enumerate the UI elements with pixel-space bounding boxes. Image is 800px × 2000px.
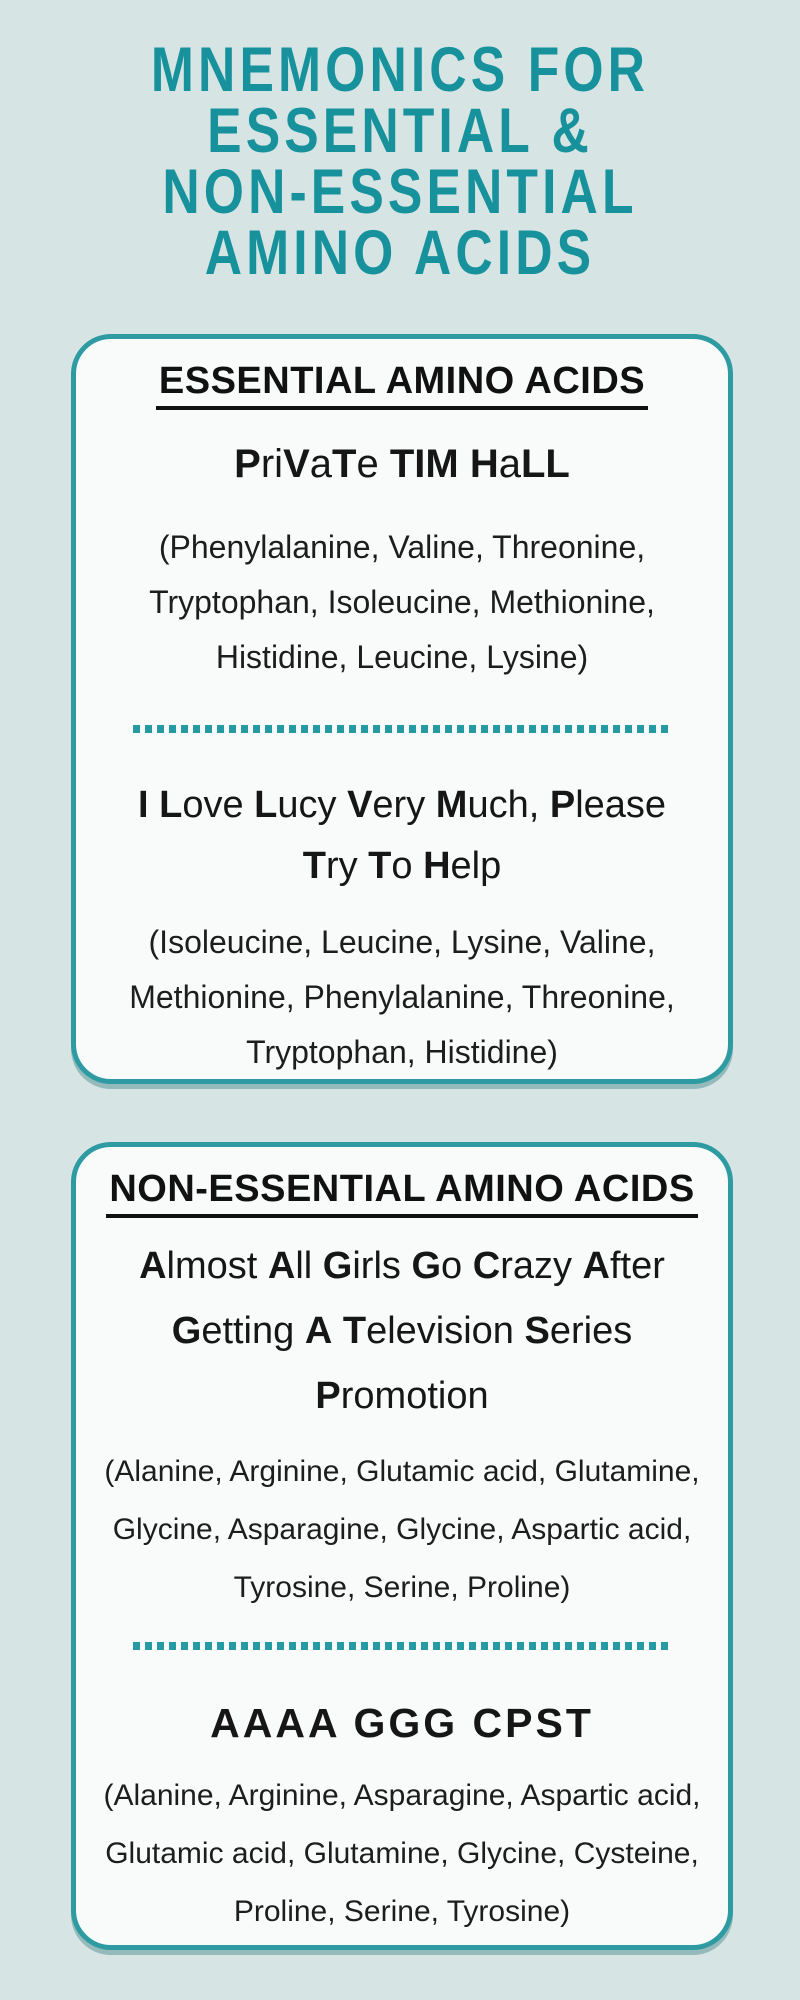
card-heading-underlined-text: ESSENTIAL AMINO ACIDS: [156, 359, 648, 410]
title-line-2: ESSENTIAL &: [207, 96, 593, 166]
mnemonic-aaaa-ggg-cpst: AAAA GGG CPST: [210, 1700, 594, 1746]
non-essential-amino-list-2: (Alanine, Arginine, Asparagine, Aspartic acid, Glutamic acid, Glutamine, Glycine, Cysteine, Proline, Serine, Tyrosine): [103, 1779, 701, 1928]
mnemonic-i-love-lucy: I Love Lucy Very Much, Please Try To Help: [137, 784, 667, 887]
card-non-essential-amino-acids: [71, 1142, 733, 1950]
card-heading-underlined-text: NON-ESSENTIAL AMINO ACIDS: [106, 1167, 697, 1218]
mnemonic-private-tim-hall: PriVaTe TIM HaLL: [234, 442, 570, 486]
title-line-4: AMINO ACIDS: [204, 218, 596, 288]
card-essential-amino-acids: [71, 334, 733, 1084]
title-line-3: NON-ESSENTIAL: [162, 157, 638, 227]
card-heading-non-essential: [76, 1167, 728, 1218]
essential-amino-list-1: (Phenylalanine, Valine, Threonine, Tryptophan, Isoleucine, Methionine, Histidine, Leucine, Lysine): [149, 529, 655, 675]
title-line-1: MNEMONICS FOR: [150, 35, 650, 105]
infographic-title: [0, 0, 800, 288]
dotted-divider: [133, 1642, 671, 1650]
mnemonic-almost-all-girls: Almost All Girls Go Crazy After Getting A Television Series Promotion: [139, 1245, 665, 1417]
card-heading-essential: [76, 359, 728, 410]
non-essential-amino-list-1: (Alanine, Arginine, Glutamic acid, Glutamine, Glycine, Asparagine, Glycine, Aspartic acid, Tyrosine, Serine, Proline): [104, 1455, 700, 1604]
dotted-divider: [133, 725, 671, 733]
essential-amino-list-2: (Isoleucine, Leucine, Lysine, Valine, Methionine, Phenylalanine, Threonine, Tryptophan, Histidine): [129, 924, 675, 1070]
